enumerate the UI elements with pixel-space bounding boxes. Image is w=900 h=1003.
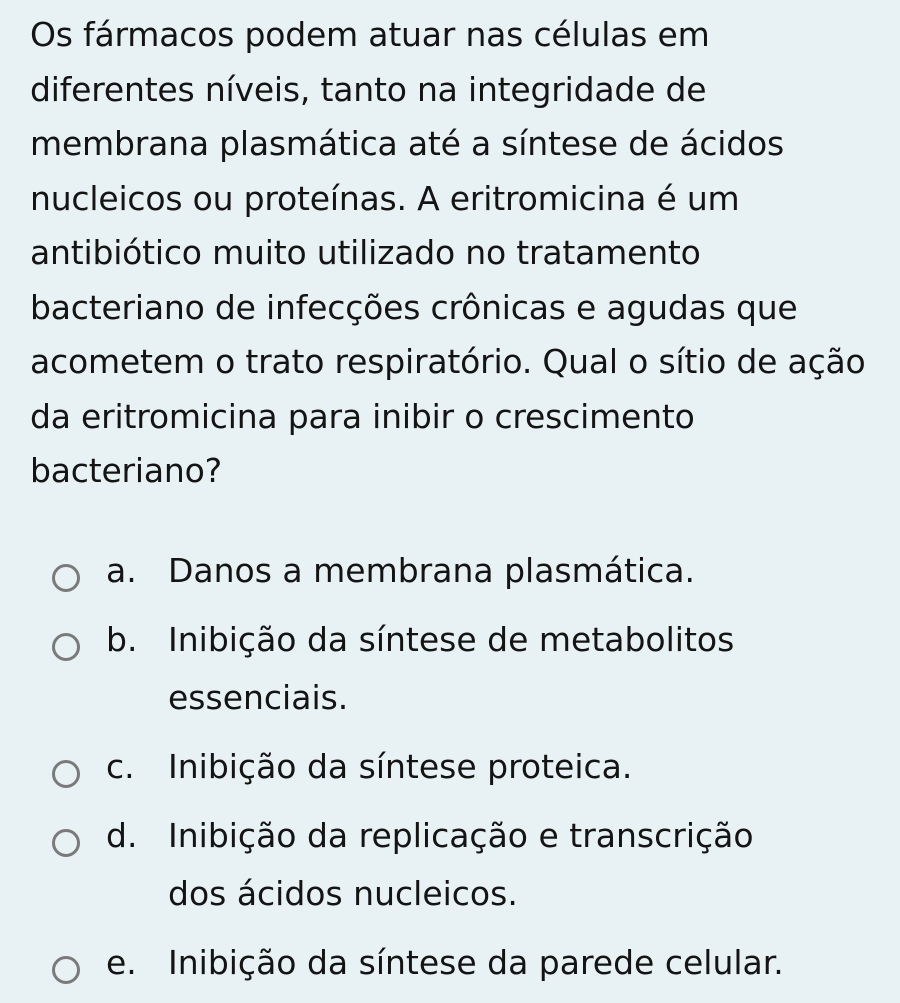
option-letter: c. (106, 747, 135, 786)
option-label: Inibição da síntese da parede celular. (168, 943, 784, 982)
radio-button-a[interactable] (52, 564, 80, 592)
option-c[interactable] (0, 738, 900, 796)
option-label: Inibição da síntese de metabolitos essenciais. (168, 620, 735, 717)
option-a[interactable] (0, 542, 900, 600)
radio-button-b[interactable] (52, 633, 80, 661)
option-e[interactable] (0, 934, 900, 992)
option-label: Danos a membrana plasmática. (168, 551, 695, 590)
option-letter: a. (106, 551, 137, 590)
option-letter: d. (106, 816, 138, 855)
option-letter: e. (106, 943, 137, 982)
radio-button-e[interactable] (52, 956, 80, 984)
option-label: Inibição da síntese proteica. (168, 747, 633, 786)
answer-options (0, 542, 900, 1003)
question-text: Os fármacos podem atuar nas células em diferentes níveis, tanto na integridade de membrana plasmática até a síntese de ácidos nucleicos ou proteínas. A eritromicina é um antibiótico muito utilizado no tratamento bacteriano de infecções crônicas e agudas que acometem o trato respiratório. Qual o sítio de ação da eritromicina para inibir o crescimento bacteriano? (30, 15, 866, 490)
option-letter: b. (106, 620, 138, 659)
option-label: Inibição da replicação e transcrição dos ácidos nucleicos. (168, 816, 754, 913)
option-b[interactable] (0, 611, 900, 727)
option-d[interactable] (0, 807, 900, 923)
radio-button-d[interactable] (52, 829, 80, 857)
radio-button-c[interactable] (52, 760, 80, 788)
